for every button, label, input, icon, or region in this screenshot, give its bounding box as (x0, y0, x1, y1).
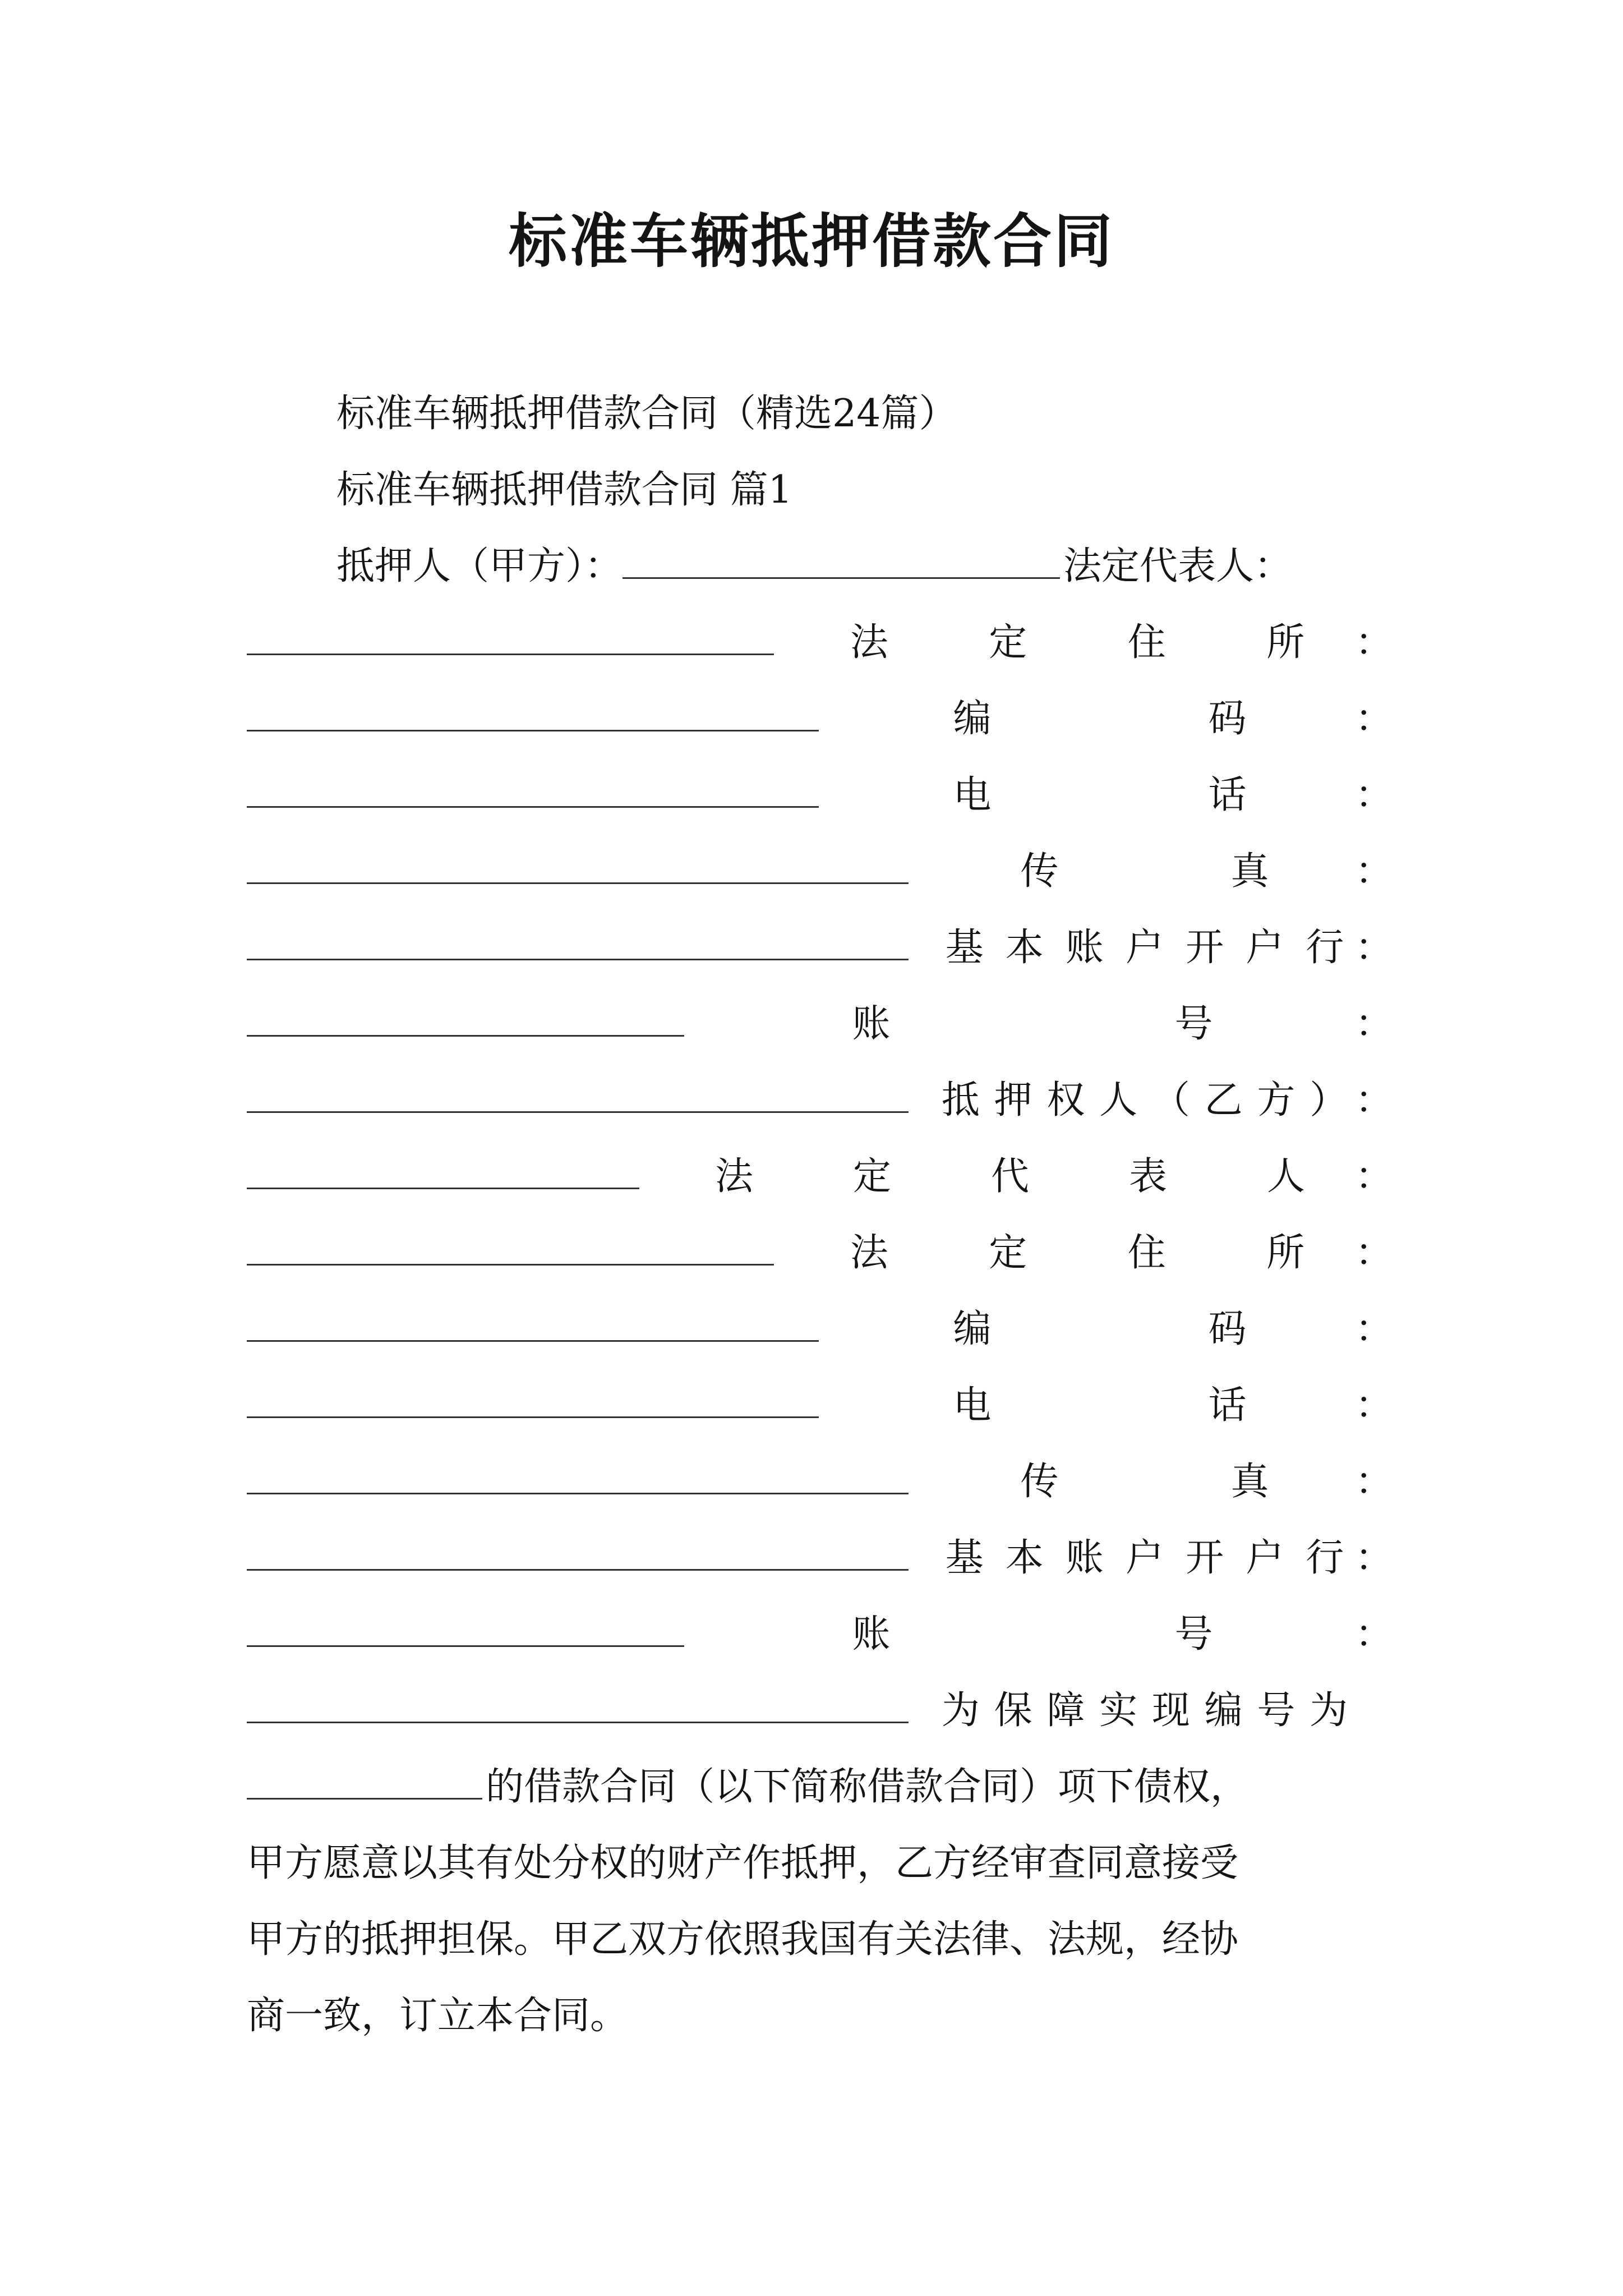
fill-in-blank[interactable] (247, 958, 909, 960)
fill-in-blank[interactable] (247, 1111, 909, 1113)
field-label: 基 本 账 户 开 户 行 (945, 1536, 1344, 1580)
field-colon: ： (1355, 620, 1394, 665)
field-row (247, 1215, 1394, 1291)
field-row (247, 757, 1394, 834)
fill-in-blank[interactable] (247, 653, 774, 655)
field-label: 编 码 (953, 1307, 1247, 1351)
field-label: 基 本 账 户 开 户 行 (945, 926, 1344, 970)
field-row (247, 986, 1394, 1062)
document-subtitle: 标准车辆抵押借款合同（精选24篇） (336, 392, 957, 436)
legal-rep-label: 法定代表人： (1063, 544, 1293, 588)
field-label: 为 保 障 实 现 编 号 为 (941, 1688, 1348, 1733)
party-a-line (336, 528, 1389, 605)
field-colon: ： (1355, 849, 1394, 894)
field-row (247, 1062, 1394, 1139)
field-row (247, 1291, 1394, 1368)
party-a-label: 抵押人（甲方）： (336, 544, 623, 588)
fill-in-blank[interactable] (247, 882, 909, 884)
field-row (247, 1673, 1389, 1749)
section-heading: 标准车辆抵押借款合同 篇1 (336, 468, 792, 512)
paragraph-text-2: 甲方愿意以其有处分权的财产作抵押，乙方经审查同意接受 (247, 1841, 1239, 1885)
document-title: 标准车辆抵押借款合同 (508, 207, 1114, 275)
field-colon: ： (1355, 1154, 1394, 1199)
field-colon: ： (1355, 926, 1394, 970)
fill-in-blank[interactable] (247, 1568, 909, 1571)
fill-in-blank[interactable] (247, 1263, 774, 1266)
field-label: 法 定 住 所 (850, 620, 1305, 665)
field-label: 账 号 (852, 1002, 1213, 1046)
field-row (247, 605, 1394, 681)
party-a-blank[interactable] (623, 577, 1060, 579)
contract-number-blank[interactable] (247, 1797, 482, 1800)
field-label: 法 定 住 所 (850, 1231, 1305, 1275)
field-row (247, 1596, 1394, 1673)
fill-in-blank[interactable] (247, 1645, 684, 1647)
field-colon: ： (1355, 1002, 1394, 1046)
field-label: 编 码 (953, 697, 1247, 741)
fill-in-blank[interactable] (247, 729, 819, 731)
field-colon: ： (1355, 697, 1394, 741)
fill-in-blank[interactable] (247, 1416, 819, 1418)
paragraph-text-3: 甲方的抵押担保。甲乙双方依照我国有关法律、法规，经协 (247, 1917, 1239, 1962)
fill-in-blank[interactable] (247, 1340, 819, 1342)
paragraph-text-4: 商一致，订立本合同。 (247, 1994, 629, 2038)
field-label: 抵 押 权 人 （ 乙 方 ） (941, 1078, 1348, 1122)
field-colon: ： (1355, 1460, 1394, 1504)
field-row (247, 1139, 1394, 1215)
field-colon: ： (1355, 1383, 1394, 1428)
field-label: 账 号 (852, 1612, 1213, 1657)
fill-in-blank[interactable] (247, 1492, 909, 1494)
field-colon: ： (1355, 1307, 1394, 1351)
field-colon: ： (1355, 1078, 1394, 1122)
field-label: 传 真 (1020, 849, 1269, 894)
paragraph-line-1 (247, 1749, 1389, 1825)
field-label: 电 话 (953, 1383, 1247, 1428)
field-row (247, 681, 1394, 757)
field-colon: ： (1355, 773, 1394, 817)
field-row (247, 1368, 1394, 1444)
field-row (247, 834, 1394, 910)
field-label: 电 话 (953, 773, 1247, 817)
paragraph-text-1: 的借款合同（以下简称借款合同）项下债权， (486, 1765, 1249, 1809)
field-colon: ： (1355, 1231, 1394, 1275)
fill-in-blank[interactable] (247, 806, 819, 808)
field-label: 传 真 (1020, 1460, 1269, 1504)
field-colon: ： (1355, 1612, 1394, 1657)
fill-in-blank[interactable] (247, 1187, 639, 1189)
field-row (247, 1444, 1394, 1520)
field-row (247, 910, 1394, 986)
fill-in-blank[interactable] (247, 1034, 684, 1037)
field-label: 法 定 代 表 人 (714, 1154, 1305, 1199)
fill-in-blank[interactable] (247, 1721, 909, 1723)
field-colon: ： (1355, 1536, 1394, 1580)
field-row (247, 1520, 1394, 1596)
